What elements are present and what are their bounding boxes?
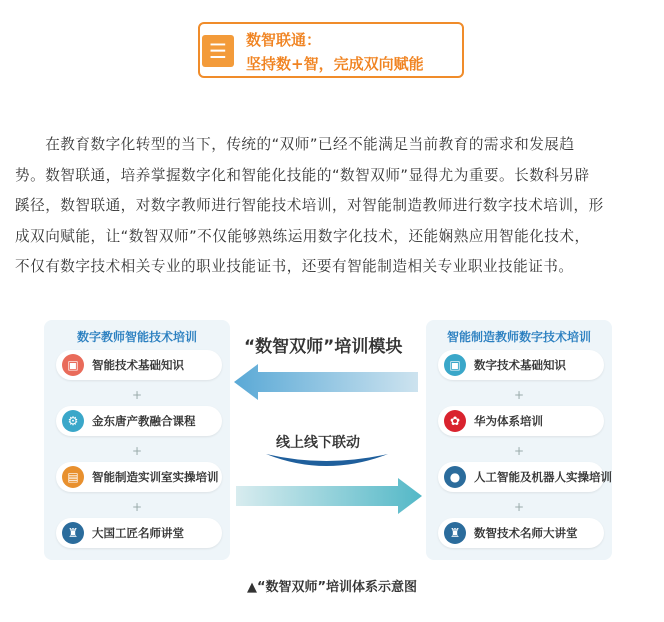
list-item bbox=[56, 350, 222, 380]
item-label: 大国工匠名师讲堂 bbox=[92, 526, 184, 540]
section-title: 数智联通： bbox=[246, 31, 322, 49]
right-panel-title: 智能制造教师数字技术培训 bbox=[446, 330, 591, 344]
plus-sign: + bbox=[513, 500, 525, 514]
menu-icon: ☰ bbox=[202, 35, 234, 67]
item-label: 数字技术基础知识 bbox=[474, 358, 566, 372]
book-icon: ▣ bbox=[62, 354, 84, 376]
link-label: 线上线下联动 bbox=[276, 435, 360, 451]
plus-sign: + bbox=[513, 444, 525, 458]
list-item bbox=[438, 406, 604, 436]
plus-sign: + bbox=[131, 388, 143, 402]
paragraph-line: 在教育数字化转型的当下，传统的“双师”已经不能满足当前教育的需求和发展趋 bbox=[15, 136, 575, 153]
robot-icon: ● bbox=[444, 466, 466, 488]
plus-sign: + bbox=[131, 500, 143, 514]
podium-icon: ♜ bbox=[62, 522, 84, 544]
module-title: “数智双师”培训模块 bbox=[244, 337, 403, 357]
plus-sign: + bbox=[131, 444, 143, 458]
training-diagram bbox=[20, 296, 640, 570]
podium-icon: ♜ bbox=[444, 522, 466, 544]
left-panel bbox=[44, 320, 230, 560]
book-open-icon: ▤ bbox=[62, 466, 84, 488]
body-paragraph bbox=[15, 130, 649, 283]
paragraph-line: 成双向赋能，让“数智双师”不仅能够熟练运用数字化技术，还能娴熟应用智能化技术， bbox=[15, 227, 590, 245]
plus-sign: + bbox=[513, 388, 525, 402]
left-panel-title: 数字教师智能技术培训 bbox=[76, 330, 197, 344]
figure-caption: ▲“数智双师”培训体系示意图 bbox=[246, 580, 418, 595]
list-item bbox=[56, 406, 222, 436]
book-icon: ▣ bbox=[444, 354, 466, 376]
link-curve bbox=[266, 454, 388, 466]
huawei-logo-icon: ✿ bbox=[444, 410, 466, 432]
paragraph-line: 势。数智联通，培养掌握数字化和智能化技能的“数智双师”显得尤为重要。长数科另辟 bbox=[15, 166, 590, 184]
right-panel bbox=[426, 320, 612, 560]
list-item bbox=[438, 350, 604, 380]
item-label: 华为体系培训 bbox=[474, 414, 543, 428]
item-label: 金东唐产教融合课程 bbox=[92, 414, 196, 428]
item-label: 智能技术基础知识 bbox=[92, 358, 184, 372]
item-label: 数智技术名师大讲堂 bbox=[474, 526, 578, 540]
section-subtitle: 坚持数+智，完成双向赋能 bbox=[246, 55, 424, 73]
list-item bbox=[56, 462, 222, 492]
item-label: 人工智能及机器人实操培训 bbox=[474, 470, 612, 484]
list-item bbox=[56, 518, 222, 548]
gear-icon: ⚙ bbox=[62, 410, 84, 432]
list-item bbox=[438, 518, 604, 548]
item-label: 智能制造实训室实操培训 bbox=[92, 470, 219, 484]
paragraph-line: 不仅有数字技术相关专业的职业技能证书，还要有智能制造相关专业职业技能证书。 bbox=[15, 258, 574, 276]
arrow-right bbox=[236, 478, 422, 514]
list-item bbox=[438, 462, 612, 492]
arrow-left bbox=[234, 364, 418, 400]
paragraph-line: 蹊径，数智联通，对数字教师进行智能技术培训，对智能制造教师进行数字技术培训，形 bbox=[15, 197, 604, 215]
